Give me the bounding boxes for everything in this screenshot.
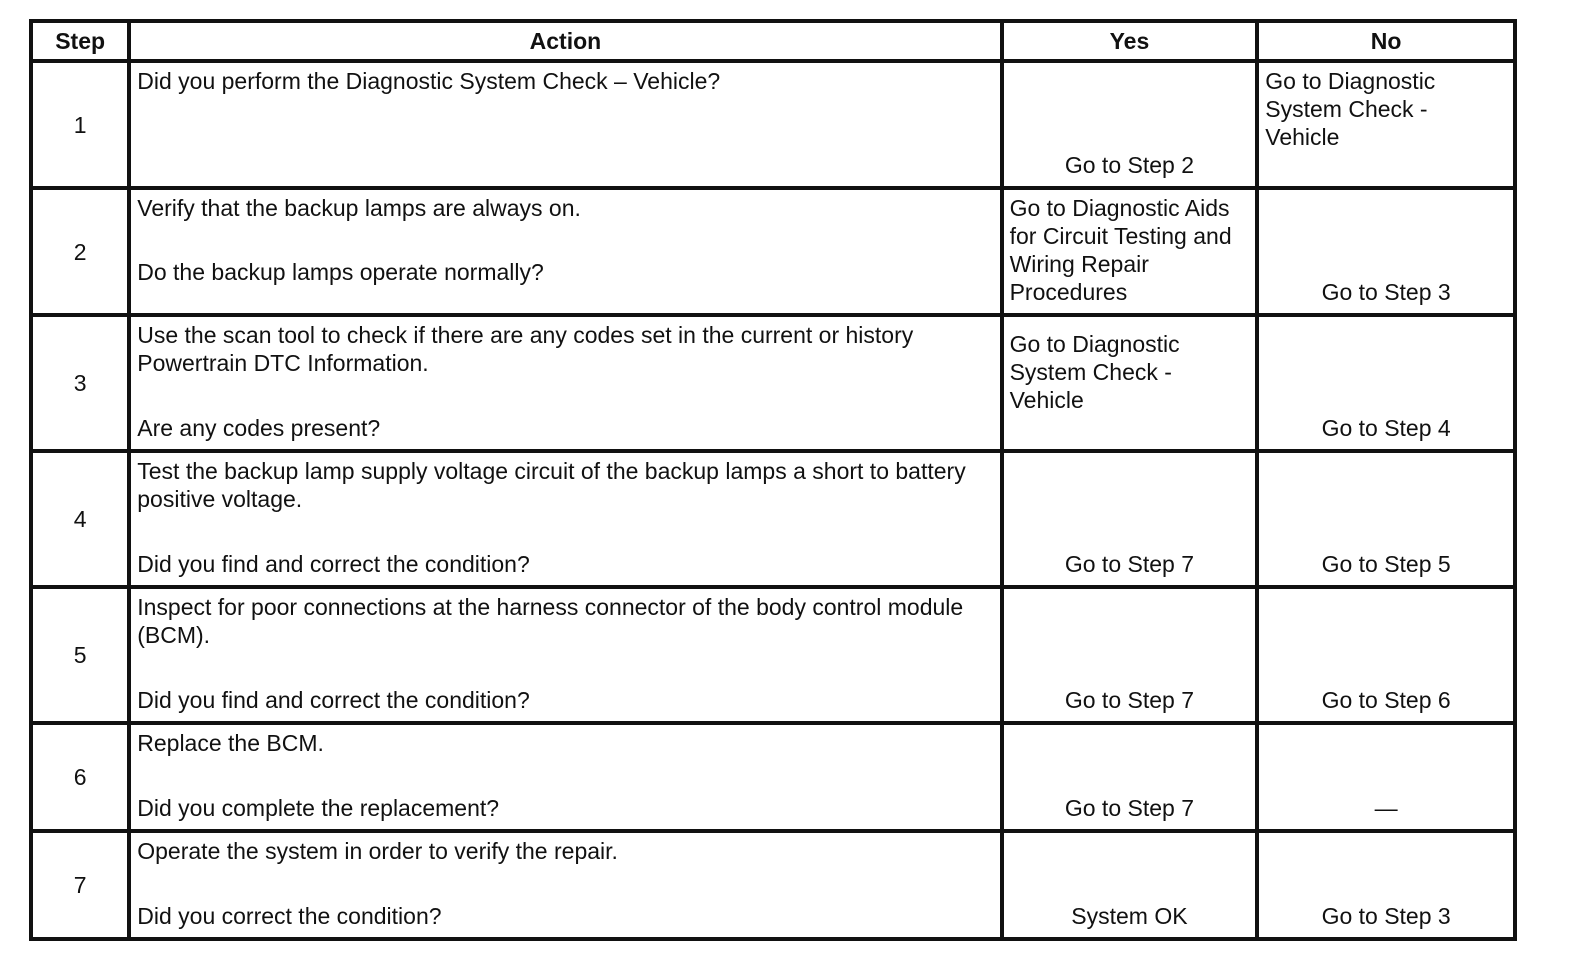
action-cell [129, 61, 1001, 188]
yes-result: System OK [1071, 903, 1188, 929]
yes-result: Go to Step 7 [1064, 795, 1194, 821]
step-number: 3 [31, 315, 129, 451]
diagnostic-table [29, 19, 1517, 941]
action-question: Are any codes present? [137, 415, 381, 441]
table-row [31, 188, 1515, 315]
action-instruction: Use the scan tool to check if there are any codes set in the current or history Powertrain DTC Information. [137, 322, 914, 376]
step-number: 4 [31, 451, 129, 587]
header-no: No [1257, 21, 1515, 61]
yes-result: Go to Diagnostic System Check - Vehicle [1009, 331, 1180, 413]
no-result: — [1374, 795, 1398, 821]
action-instruction: Did you perform the Diagnostic System Check – Vehicle? [137, 68, 721, 94]
yes-cell [1002, 61, 1258, 188]
action-cell [129, 831, 1001, 939]
yes-cell [1002, 587, 1258, 723]
yes-cell [1002, 831, 1258, 939]
action-instruction: Test the backup lamp supply voltage circuit of the backup lamps a short to battery positive voltage. [137, 458, 966, 512]
step-number: 5 [31, 587, 129, 723]
action-instruction: Verify that the backup lamps are always on. [137, 195, 581, 221]
action-question: Do the backup lamps operate normally? [137, 259, 544, 285]
yes-cell [1002, 451, 1258, 587]
table-row [31, 831, 1515, 939]
action-instruction: Replace the BCM. [137, 730, 324, 756]
no-cell [1257, 61, 1515, 188]
step-number: 6 [31, 723, 129, 831]
action-cell [129, 451, 1001, 587]
no-result: Go to Step 6 [1321, 687, 1451, 713]
action-cell [129, 723, 1001, 831]
header-action: Action [129, 21, 1001, 61]
yes-cell [1002, 723, 1258, 831]
no-cell [1257, 315, 1515, 451]
no-result: Go to Diagnostic System Check - Vehicle [1265, 68, 1436, 150]
action-question: Did you find and correct the condition? [137, 687, 530, 713]
no-result: Go to Step 4 [1321, 415, 1451, 441]
action-cell [129, 188, 1001, 315]
header-step: Step [31, 21, 129, 61]
table-row [31, 315, 1515, 451]
no-cell [1257, 451, 1515, 587]
action-question: Did you correct the condition? [137, 903, 442, 929]
step-number: 7 [31, 831, 129, 939]
action-question: Did you complete the replacement? [137, 795, 500, 821]
action-instruction: Inspect for poor connections at the harness connector of the body control module (BCM). [137, 594, 964, 648]
header-yes: Yes [1002, 21, 1258, 61]
yes-result: Go to Step 7 [1064, 687, 1194, 713]
step-number: 2 [31, 188, 129, 315]
no-cell [1257, 831, 1515, 939]
table-body [31, 61, 1515, 939]
step-number: 1 [31, 61, 129, 188]
action-question: Did you find and correct the condition? [137, 551, 530, 577]
yes-result: Go to Step 2 [1064, 152, 1194, 178]
yes-cell [1002, 188, 1258, 315]
table-row [31, 723, 1515, 831]
action-cell [129, 315, 1001, 451]
action-cell [129, 587, 1001, 723]
table-row [31, 451, 1515, 587]
yes-result: Go to Diagnostic Aids for Circuit Testing and Wiring Repair Procedures [1009, 195, 1232, 305]
no-result: Go to Step 5 [1321, 551, 1451, 577]
action-instruction: Operate the system in order to verify the repair. [137, 838, 618, 864]
no-cell [1257, 587, 1515, 723]
table-row [31, 587, 1515, 723]
no-cell [1257, 723, 1515, 831]
no-result: Go to Step 3 [1321, 279, 1451, 305]
yes-cell [1002, 315, 1258, 451]
no-result: Go to Step 3 [1321, 903, 1451, 929]
yes-result: Go to Step 7 [1064, 551, 1194, 577]
table-row [31, 61, 1515, 188]
header-row [31, 21, 1515, 61]
no-cell [1257, 188, 1515, 315]
table-header [31, 21, 1515, 61]
